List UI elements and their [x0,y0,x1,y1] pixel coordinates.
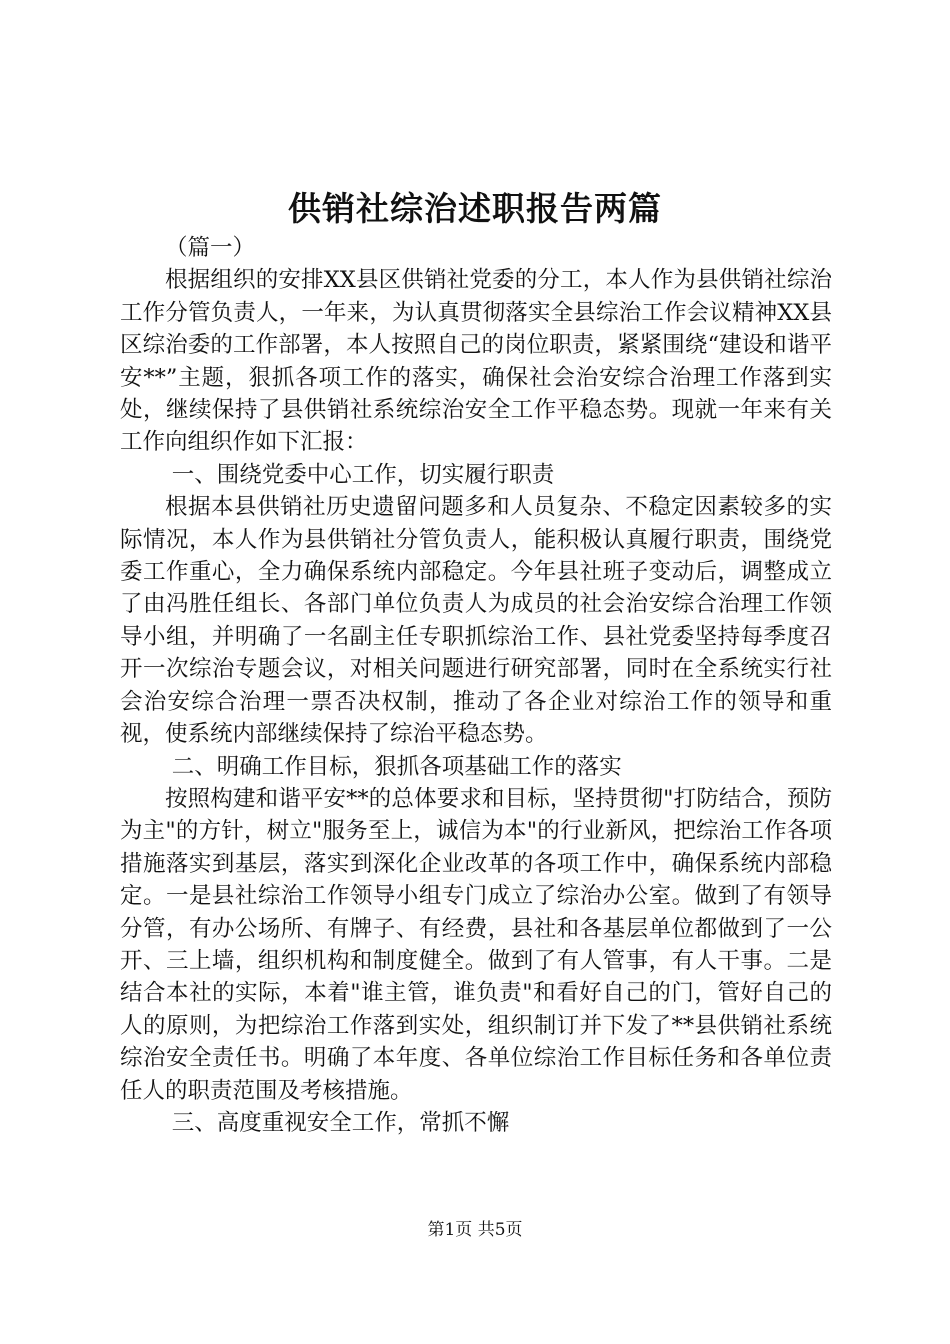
document-body [120,232,832,1139]
paragraph-section-2: 按照构建和谐平安**的总体要求和目标，坚持贯彻"打防结合，预防为主"的方针，树立"服务至上，诚信为本"的行业新风，把综治工作各项措施落实到基层，落实到深化企业改革的各项工作中，确保系统内部稳定。一是县社综治工作领导小组专门成立了综治办公室。做到了有领导分管，有办公场所、有牌子、有经费，县社和各基层单位都做到了一公开、三上墙，组织机构和制度健全。做到了有人管事，有人干事。二是结合本社的实际，本着"谁主管，谁负责"和看好自己的门，管好自己的人的原则，为把综治工作落到实处，组织制订并下发了**县供销社系统综治安全责任书。明确了本年度、各单位综治工作目标任务和各单位责任人的职责范围及考核措施。 [120,785,832,1104]
paragraph-section-1: 根据本县供销社历史遗留问题多和人员复杂、不稳定因素较多的实际情况，本人作为县供销社分管负责人，能积极认真履行职责，围绕党委工作重心，全力确保系统内部稳定。今年县社班子变动后，调整成立了由冯胜任组长、各部门单位负责人为成员的社会治安综合治理工作领导小组，并明确了一名副主任专职抓综治工作、县社党委坚持每季度召开一次综治专题会议，对相关问题进行研究部署，同时在全系统实行社会治安综合治理一票否决权制，推动了各企业对综治工作的领导和重视，使系统内部继续保持了综治平稳态势。 [120,494,832,748]
section-heading-2: 二、明确工作目标，狠抓各项基础工作的落实 [171,753,622,780]
section-heading-3: 三、高度重视安全工作，常抓不懈 [171,1109,510,1136]
section-heading-1: 一、围绕党委中心工作，切实履行职责 [171,461,555,488]
page-footer: 第1页 共5页 [427,1220,523,1240]
paragraph-intro: 根据组织的安排XX县区供销社党委的分工，本人作为县供销社综治工作分管负责人，一年来，为认真贯彻落实全县综治工作会议精神XX县区综治委的工作部署，本人按照自己的岗位职责，紧紧围绕“建设和谐平安**”主题，狠抓各项工作的落实，确保社会治安综合治理工作落到实处，继续保持了县供销社系统综治安全工作平稳态势。现就一年来有关工作向组织作如下汇报： [120,267,832,456]
document-title: 供销社综治述职报告两篇 [288,189,662,228]
part-label: （篇一） [165,235,256,261]
